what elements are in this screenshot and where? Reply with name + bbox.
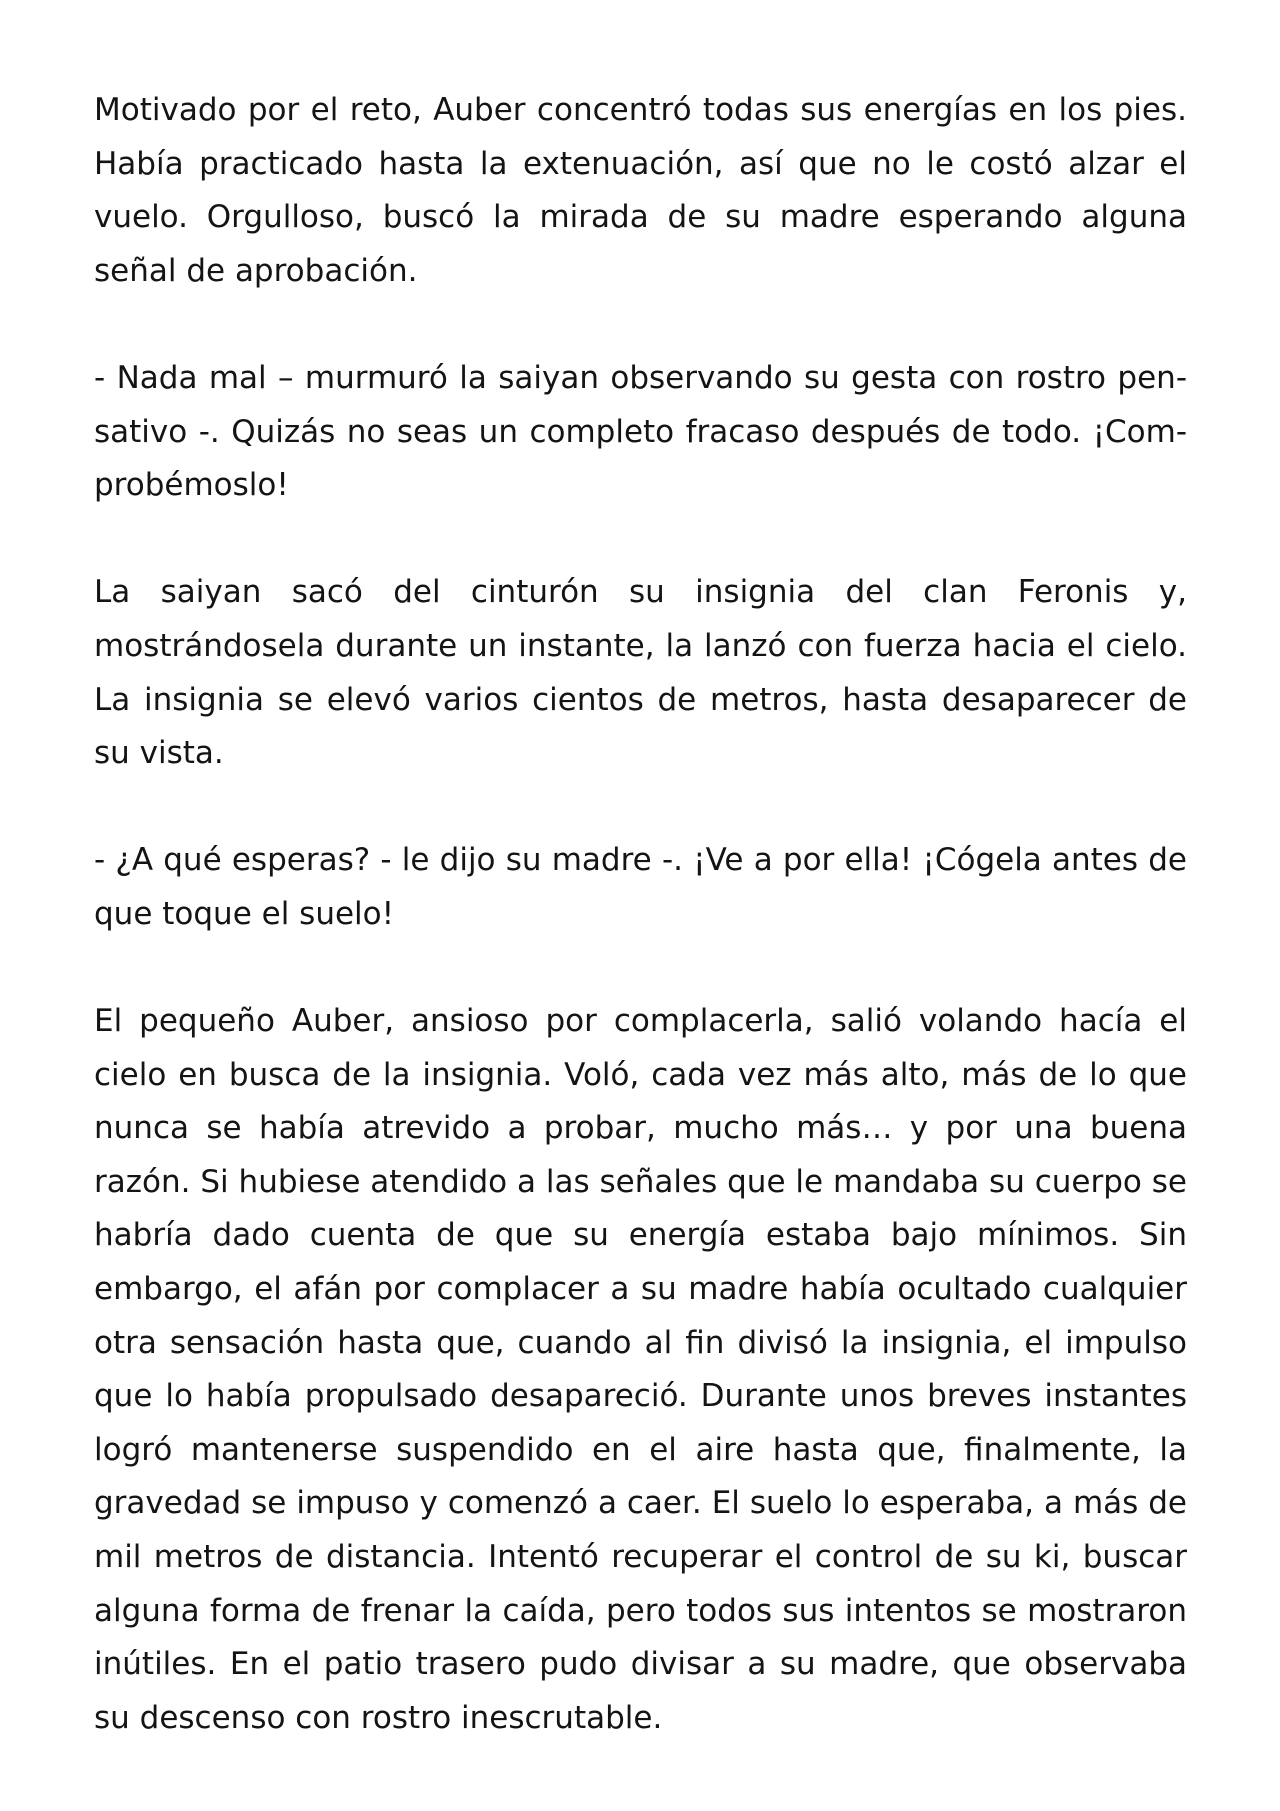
paragraph-4: - ¿A qué esperas? - le dijo su madre -. ¡Ve a por ella! ¡Cógela antes de que toque el suelo! — [94, 842, 1187, 932]
body-text — [94, 84, 1187, 1745]
paragraph-3: La saiyan sacó del cinturón su insignia del clan Feronis y, mostrándosela durante un instante, la lanzó con fuerza hacia el cielo. La insignia se elevó varios cientos de metros, hasta desaparecer de su vista. — [94, 574, 1187, 772]
paragraph-5: El pequeño Auber, ansioso por complacerla, salió volando hacía el cielo en busca de la insignia. Voló, cada vez más alto, más de lo que nunca se había atrevido a probar, mucho más… y por una buena razón. Si hubiese atendido a las señales que le mandaba su cuerpo se habría dado cuenta de que su energía estaba bajo mínimos. Sin embargo, el afán por complacer a su madre había ocultado cualquier otra sensación hasta que, cuando al fin divisó la insignia, el impulso que lo había propulsado desapareció. Durante unos breves instantes logró mantenerse suspendido en el aire hasta que, finalmente, la gravedad se impuso y comenzó a caer. El suelo lo esperaba, a más de mil metros de distancia. Intentó recuperar el control de su ki, buscar alguna forma de frenar la caída, pero todos sus intentos se mostraron inútiles. En el patio trasero pudo divisar a su madre, que observaba su descenso con rostro inescrutable. — [94, 1003, 1187, 1736]
paragraph-1: Motivado por el reto, Auber concentró todas sus energías en los pies. Había practicado hasta la extenuación, así que no le costó alzar el vuelo. Orgulloso, buscó la mirada de su madre esperando alguna señal de aprobación. — [94, 92, 1187, 289]
paragraph-2: - Nada mal – murmuró la saiyan observando su gesta con rostro pensativo -. Quizás no seas un completo fracaso después de todo. ¡Comprobémoslo! — [94, 359, 1187, 504]
